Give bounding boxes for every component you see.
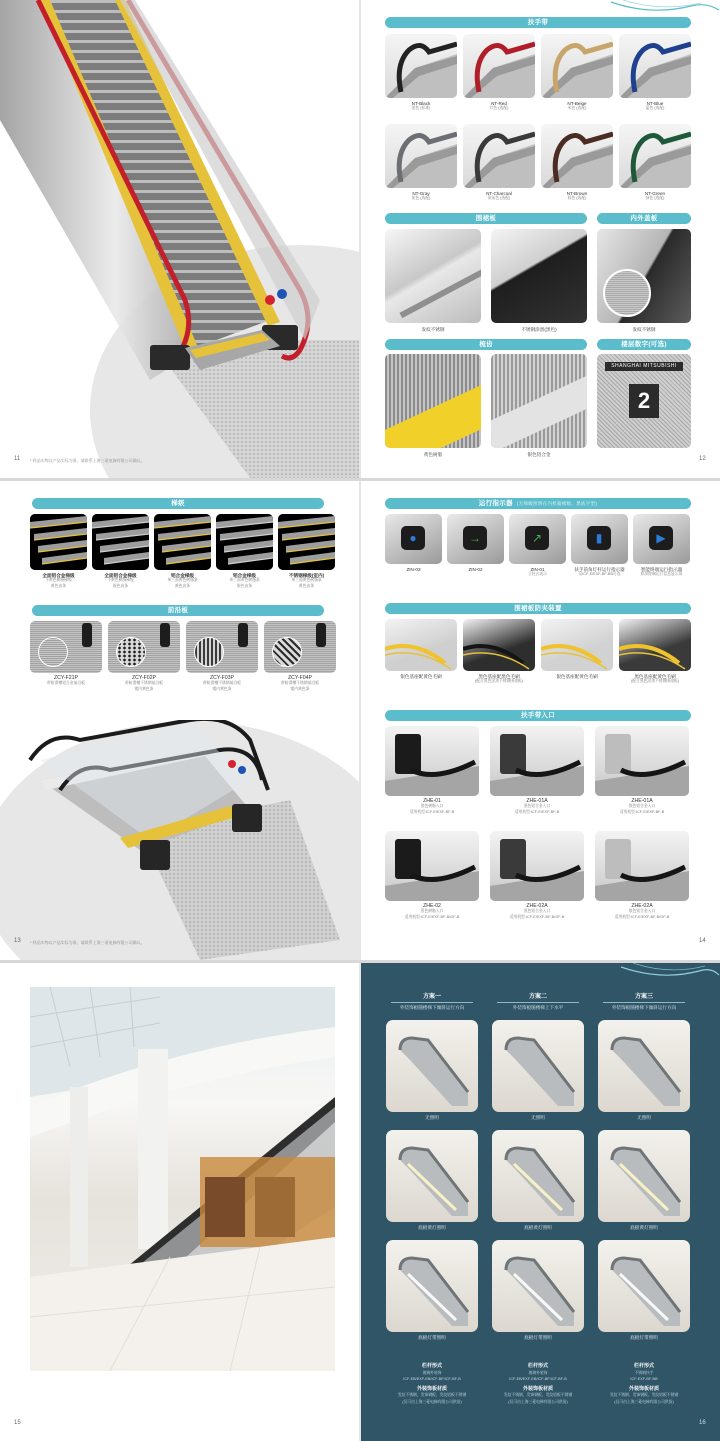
plan-footer-desc: 发纹不锈钢，发饰钢板，发纹铝板不锈钢: [609, 1393, 679, 1397]
handrail-caption: [385, 101, 457, 112]
inlet-desc: 黑色树脂入口: [420, 804, 444, 809]
step-desc: 黄色齿条: [298, 583, 315, 588]
brush-caption: [382, 674, 460, 679]
step-desc: 银色齿条: [236, 583, 253, 588]
handrail-desc: 黑色 (标准): [411, 106, 431, 111]
inlet-caption: [385, 799, 479, 815]
wave-ornament-icon: [361, 963, 720, 985]
indicator-desc: 仅ICF-E/EXF-BF-BB可选: [578, 572, 621, 577]
plan-footer-title: 外装饰板材质: [416, 1385, 447, 1392]
plate-desc: 镂内黄色条: [290, 686, 310, 691]
step-desc: 单三面黄色树脂条: [291, 578, 322, 583]
inlet-caption: [595, 799, 689, 815]
step-sample-tile: [216, 514, 273, 570]
plan-header: [491, 991, 585, 1011]
handrail-caption: [619, 101, 691, 112]
indicator-section-title: [385, 498, 691, 509]
inlet-caption: [385, 904, 479, 920]
indicator-code: ZIN-02: [468, 567, 483, 572]
indicator-sample-tile: ▮: [571, 514, 628, 564]
plan-render-card: [492, 1130, 584, 1222]
page-number: 13: [14, 938, 21, 944]
plan-footer-title: 外装饰板材质: [628, 1385, 659, 1392]
inlet-sample-tile: [385, 726, 479, 796]
step-caption: [28, 573, 89, 589]
plate-code: ZCY-F21P: [53, 675, 79, 681]
handrail-name: NT-Gray: [412, 191, 430, 196]
plan-footer-desc: 玻璃外装饰: [422, 1370, 442, 1375]
indicator-desc: 彩屏终端运行信息显示屏: [640, 572, 683, 577]
plan-footer: [483, 1363, 593, 1405]
indicator-desc: 立柱式表示: [528, 572, 547, 577]
step-desc: 银色齿条: [112, 583, 129, 588]
plate-sample-tile: [264, 621, 336, 673]
inlet-code: ZHE-02A: [526, 903, 548, 909]
inlet-desc: 适用机型:ICF-E/EXF-BF-B: [619, 809, 665, 814]
comb-silver-tile: [491, 354, 587, 448]
handrail-desc: 灰色 (选配): [411, 196, 431, 201]
spread-pages-11-12: [0, 0, 720, 478]
plan-row-caption: 底板灯带照明: [524, 1335, 552, 1340]
plan-footer-desc: (仅可由上海三菱电梯有限公司供货): [614, 1399, 674, 1404]
plan-footer-desc: 发纹不锈钢，发饰钢板，发纹铝板不锈钢: [503, 1393, 573, 1397]
plan-row-caption: 底板黄灯照明: [418, 1225, 446, 1230]
handrail-desc: 蓝色 (选配): [645, 106, 665, 111]
handrail-caption: [541, 191, 613, 202]
handrail-name: NT-Beige: [567, 101, 587, 106]
page-number: 14: [699, 938, 706, 944]
plate-code: ZCY-F03P: [209, 675, 235, 681]
page-14: [361, 481, 720, 960]
handrail-desc: 炭灰色 (选配): [487, 196, 511, 201]
handrail-name: NT-Blue: [646, 101, 664, 106]
comb-item-label: 银色铝合金: [527, 452, 551, 457]
inlet-sample-tile: [385, 831, 479, 901]
step-sample-tile: [30, 514, 87, 570]
plate-desc: 带防滑槽铝合金前沿板: [47, 681, 85, 686]
plan-footer-title: 栏杆形式: [527, 1363, 548, 1369]
indicator-code: 扶手前角灯杆运行指示器: [574, 567, 625, 572]
handrail-swatch-tile: [541, 34, 613, 98]
plan-render-card: [492, 1020, 584, 1112]
plate-sample-tile: [186, 621, 258, 673]
plan-subtitle: 外装饰板随楼梯上下水平: [512, 1005, 564, 1010]
step-caption: [90, 573, 151, 589]
pattern-section-title: 楼层数字(可选): [597, 339, 691, 350]
inlet-desc: 适用机型:ICF-E/EXF-BF-B: [409, 809, 455, 814]
handrail-desc: 红色 (选配): [489, 106, 509, 111]
step-desc: 单三面黄色树脂条: [167, 578, 198, 583]
plan-footer-title: 外装饰板材质: [522, 1385, 553, 1392]
brush-sample-tile: [385, 619, 457, 671]
plan-render-card: [386, 1240, 478, 1332]
plan-row-caption: 底板黄灯照明: [630, 1225, 658, 1230]
indicator-sample-tile: →: [447, 514, 504, 564]
plan-divider: [497, 1002, 579, 1003]
inlet-desc: 黑色铝合金入口: [523, 804, 551, 809]
plate-desc: 镂内黄色条: [134, 686, 154, 691]
inlet-desc: 银色铝合金入口: [628, 909, 656, 914]
plate-caption: [261, 676, 339, 692]
plate-desc: 带防滑槽不锈钢前沿板: [281, 681, 319, 686]
brand-logo-plate: SHANGHAI MITSUBISHI: [605, 362, 683, 371]
handrail-swatch-tile: [619, 124, 691, 188]
plan-header: [385, 991, 479, 1011]
step-sample-tile: [92, 514, 149, 570]
plan-footer-desc: ICF-EXF-BF-BB: [630, 1377, 658, 1381]
comb-section-title: 梳齿: [385, 339, 587, 350]
handrail-section-title: 扶手带: [385, 17, 691, 28]
inlet-desc: 适用机型:ICF-E/EXF-BF-B/GF-B: [404, 914, 460, 919]
plan-title: 方案三: [634, 994, 653, 1000]
plate-caption: [105, 676, 183, 692]
plate-sample-tile: [30, 621, 102, 673]
inlet-desc: 黑色铝合金入口: [523, 909, 551, 914]
plan-render-card: [598, 1240, 690, 1332]
inlet-code: ZHE-01A: [631, 798, 653, 804]
step-name: 不锈钢梯级(室内): [288, 573, 325, 578]
step-caption: [152, 573, 213, 589]
indicator-code: ZIN-01: [530, 567, 545, 572]
step-sample-tile: [278, 514, 335, 570]
plan-footer-desc: 玻璃外装饰: [528, 1370, 548, 1375]
step-caption: [276, 573, 337, 589]
handrail-name: NT-Black: [411, 101, 431, 106]
floor-number: 2: [629, 384, 659, 418]
handrail-name: NT-Charcoal: [486, 191, 512, 196]
indicator-sample-tile: ▶: [633, 514, 690, 564]
plan-title: 方案一: [422, 994, 441, 1000]
page-11: [0, 0, 360, 478]
indicator-code: 智能终端运行指示器: [640, 567, 683, 572]
brush-caption: [460, 674, 538, 685]
handrail-swatch-tile: [541, 124, 613, 188]
step-name: 铝合金梯级: [171, 573, 194, 578]
brush-name: 黑色基座配黄色毛刷: [634, 674, 676, 679]
plan-footer-desc: 发纹不锈钢，发饰钢板，发纹铝板不锈钢: [397, 1393, 467, 1397]
plan-footer-desc: (仅可由上海三菱电梯有限公司供货): [402, 1399, 462, 1404]
inlet-sample-tile: [595, 831, 689, 901]
inlet-section-title: 扶手带入口: [385, 710, 691, 721]
inner-deck-section-title: 内外盖板: [597, 213, 691, 224]
plan-render-card: [598, 1130, 690, 1222]
comb-yellow-tile: [385, 354, 481, 448]
handrail-name: NT-Brown: [566, 191, 588, 196]
plan-footer-title: 栏杆形式: [421, 1363, 442, 1369]
page-12: [361, 0, 720, 478]
page-number: 16: [699, 1420, 706, 1426]
spread-pages-13-14: [0, 481, 720, 960]
escalator-side-illustration: [0, 720, 360, 960]
plan-title: 方案二: [528, 994, 547, 1000]
brush-desc: (配合黑色涂黑不锈钢围裙板): [474, 679, 524, 684]
step-section-title: 梯级: [32, 498, 324, 509]
brush-caption: [616, 674, 694, 685]
plan-row-caption: 底板灯带照明: [418, 1335, 446, 1340]
page-number: 12: [699, 456, 706, 462]
indicator-caption: [630, 567, 693, 578]
inlet-code: ZHE-01A: [526, 798, 548, 804]
step-sample-tile: [154, 514, 211, 570]
skirt-hairline-tile: [385, 229, 481, 323]
skirt-item-label: 不锈钢涂黑(黑色): [521, 327, 557, 332]
page-number: 15: [14, 1420, 21, 1426]
plan-render-card: [598, 1020, 690, 1112]
skirt-black-tile: [491, 229, 587, 323]
plan-footer-desc: ICF-EB/EXF-EB/ICF-BF/ICF-BF-B: [403, 1377, 461, 1381]
plate-section-title: 前沿板: [32, 605, 324, 616]
inlet-sample-tile: [490, 831, 584, 901]
plate-desc: 镂内黄色条: [212, 686, 232, 691]
plan-subtitle: 外装饰板随楼梯下倾斜运行方向: [399, 1005, 465, 1010]
indicator-sample-tile: ↗: [509, 514, 566, 564]
handrail-swatch-tile: [619, 34, 691, 98]
plan-render-card: [386, 1020, 478, 1112]
handrail-swatch-tile: [463, 124, 535, 188]
plan-row-caption: 无照明: [531, 1115, 545, 1120]
step-name: 全面铝合金梯级: [104, 573, 137, 578]
indicator-sample-tile: ●: [385, 514, 442, 564]
indicator-title-text: 运行指示器: [478, 500, 513, 507]
inner-deck-tile: [597, 229, 691, 323]
page-number: 11: [14, 456, 21, 462]
step-name: 铝合金梯级: [233, 573, 256, 578]
plate-sample-tile: [108, 621, 180, 673]
pattern-tile: [597, 354, 691, 448]
step-desc: 不黄色树脂梯级: [45, 578, 72, 583]
inlet-caption: [490, 904, 584, 920]
indicator-caption: [506, 567, 569, 578]
handrail-desc: 米色 (选配): [567, 106, 587, 111]
brush-caption: [538, 674, 616, 679]
handrail-caption: [619, 191, 691, 202]
plan-row-caption: 底板灯带照明: [630, 1335, 658, 1340]
handrail-name: NT-Green: [644, 191, 666, 196]
handrail-swatch-tile: [385, 34, 457, 98]
comb-item-label: 黄色树脂: [423, 452, 443, 457]
step-desc: 单三面黄色树脂条: [229, 578, 260, 583]
page-16-panel: [361, 963, 720, 1441]
inlet-desc: 银色铝合金入口: [628, 804, 656, 809]
plan-divider: [391, 1002, 473, 1003]
step-caption: [214, 573, 275, 589]
plate-desc: 带防滑槽不锈钢前沿板: [203, 681, 241, 686]
inlet-caption: [490, 799, 584, 815]
inlet-code: ZHE-02: [423, 903, 441, 909]
step-desc: 黄色齿条: [174, 583, 191, 588]
footnote: * 样品实物以产品实际为准，请联系上海三菱电梯有限公司确认。: [30, 940, 145, 945]
plate-caption: [27, 676, 105, 687]
plan-row-caption: 无照明: [425, 1115, 439, 1120]
plate-code: ZCY-F02P: [131, 675, 157, 681]
handrail-swatch-tile: [463, 34, 535, 98]
brush-section-title: 围裙板防夹装置: [385, 603, 691, 614]
plan-subtitle: 外装饰板随楼梯下倾斜运行方向: [611, 1005, 677, 1010]
inlet-desc: 适用机型:ICF-E/EXF-BF-B: [514, 809, 560, 814]
handrail-swatch-tile: [385, 124, 457, 188]
handrail-name: NT-Red: [491, 101, 507, 106]
handrail-caption: [385, 191, 457, 202]
brush-name: 黑色基座配黑色毛刷: [478, 674, 520, 679]
indicator-caption: [382, 567, 445, 572]
plan-header: [597, 991, 691, 1011]
brush-sample-tile: [619, 619, 691, 671]
plan-divider: [603, 1002, 685, 1003]
plate-code: ZCY-F04P: [287, 675, 313, 681]
plan-footer-desc: (仅可由上海三菱电梯有限公司供货): [508, 1399, 568, 1404]
plan-row-caption: 无照明: [637, 1115, 651, 1120]
handrail-caption: [463, 101, 535, 112]
escalator-illustration: [0, 0, 360, 478]
inlet-caption: [595, 904, 689, 920]
step-desc: 不黄色树脂梯级: [107, 578, 134, 583]
inlet-code: ZHE-01: [423, 798, 441, 804]
inlet-code: ZHE-02A: [631, 903, 653, 909]
plate-caption: [183, 676, 261, 692]
handrail-caption: [463, 191, 535, 202]
inner-deck-item-label: 发纹不锈钢: [632, 327, 656, 332]
plate-desc: 带防滑槽不锈钢前沿板: [125, 681, 163, 686]
plan-row-caption: 底板黄灯照明: [524, 1225, 552, 1230]
indicator-code: ZIN-03: [406, 567, 421, 572]
page-13: [0, 481, 360, 960]
plan-footer: [377, 1363, 487, 1405]
footnote: * 样品实物以产品实际为准，请联系上海三菱电梯有限公司确认。: [30, 458, 145, 463]
brush-sample-tile: [541, 619, 613, 671]
spread-pages-15-16: [0, 963, 720, 1441]
indicator-caption: [444, 567, 507, 572]
handrail-caption: [541, 101, 613, 112]
brush-name: 银色基座配黄色毛刷: [400, 674, 442, 679]
plan-render-card: [492, 1240, 584, 1332]
mall-escalator-photo: [30, 987, 335, 1371]
brush-desc: (配合黑色涂黑不锈钢围裙板): [630, 679, 680, 684]
skirt-item-label: 发纹不锈钢: [421, 327, 445, 332]
inlet-sample-tile: [595, 726, 689, 796]
page-15: [0, 963, 360, 1441]
inlet-desc: 适用机型:ICF-E/EXF-BF-B/GF-B: [614, 914, 670, 919]
indicator-note: (无梯级照明在内机箱梯级、黑底字型): [516, 501, 598, 506]
step-desc: 黄色齿条: [50, 583, 67, 588]
inlet-desc: 适用机型:ICF-E/EXF-BF-B/GF-B: [509, 914, 565, 919]
step-name: 全面铝合金梯级: [42, 573, 75, 578]
plan-footer-desc: ICF-EB/EXF-EB/ICF-BF/ICF-BF-B: [509, 1377, 567, 1381]
plan-footer: [589, 1363, 699, 1405]
indicator-caption: [568, 567, 631, 578]
brush-sample-tile: [463, 619, 535, 671]
inlet-desc: 黑色树脂入口: [420, 909, 444, 914]
brush-name: 银色基座配黄色毛刷: [556, 674, 598, 679]
skirt-section-title: 围裙板: [385, 213, 587, 224]
handrail-desc: 棕色 (选配): [567, 196, 587, 201]
handrail-desc: 绿色 (选配): [645, 196, 665, 201]
inlet-sample-tile: [490, 726, 584, 796]
plan-footer-desc: 不锈钢扶手: [634, 1370, 654, 1375]
plan-render-card: [386, 1130, 478, 1222]
plan-footer-title: 栏杆形式: [633, 1363, 654, 1369]
